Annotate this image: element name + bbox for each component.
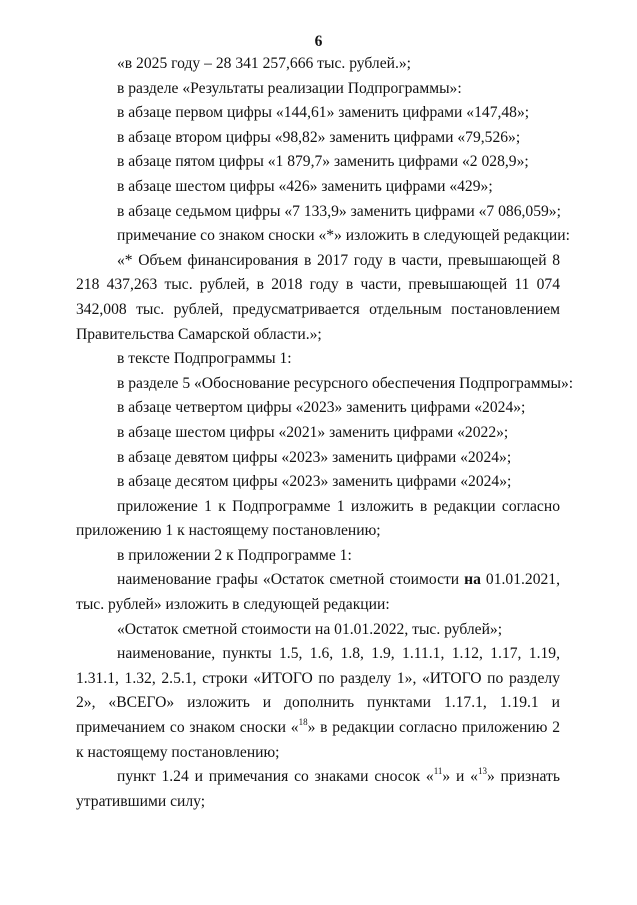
paragraph-18-bold-word: на	[464, 571, 481, 589]
paragraph-20	[76, 642, 560, 765]
paragraph-21	[76, 765, 560, 814]
paragraph-12: в абзаце четвертом цифры «2023» заменить цифрами «2024»;	[117, 399, 526, 417]
paragraph-4: в абзаце втором цифры «98,82» заменить цифрами «79,526»;	[117, 128, 521, 146]
paragraph-11: в разделе 5 «Обоснование ресурсного обеспечения Подпрограммы»:	[117, 374, 574, 392]
paragraph-14: в абзаце девятом цифры «2023» заменить цифрами «2024»;	[117, 448, 512, 466]
paragraph-20-text-end: » в редакции согласно приложению 2 к настоящему постановлению;	[76, 719, 560, 761]
paragraph-3: в абзаце первом цифры «144,61» заменить цифрами «147,48»;	[117, 104, 530, 122]
footnote-mark-18: 18	[298, 716, 308, 727]
paragraph-15: в абзаце десятом цифры «2023» заменить цифрами «2024»;	[117, 473, 512, 491]
paragraph-16: приложение 1 к Подпрограмме 1 изложить в редакции согласно приложению 1 к настоящему постановлению;	[76, 497, 560, 540]
paragraph-2: в разделе «Результаты реализации Подпрограммы»:	[117, 79, 462, 97]
paragraph-17: в приложении 2 к Подпрограмме 1:	[117, 546, 352, 564]
paragraph-5: в абзаце пятом цифры «1 879,7» заменить цифрами «2 028,9»;	[117, 153, 529, 171]
paragraph-6: в абзаце шестом цифры «426» заменить цифрами «429»;	[117, 177, 493, 195]
paragraph-21-text-start: пункт 1.24 и примечания со знаками сносок «	[117, 768, 434, 786]
footnote-mark-11: 11	[433, 766, 443, 777]
paragraph-18-text-start: наименование графы «Остаток сметной стоимости	[117, 571, 465, 589]
paragraph-18-text-end: 01.01.2021, тыс. рублей» изложить в следующей редакции:	[76, 571, 560, 614]
paragraph-10: в тексте Подпрограммы 1:	[117, 350, 292, 368]
paragraph-8: примечание со знаком сноски «*» изложить в следующей редакции:	[117, 227, 570, 245]
page-number: 6	[314, 33, 323, 50]
paragraph-21-text-mid: » и «	[442, 768, 478, 786]
paragraph-18	[76, 568, 560, 617]
document-body	[76, 52, 574, 814]
paragraph-20-text-start: наименование, пункты 1.5, 1.6, 1.8, 1.9, 1.11.1, 1.12, 1.17, 1.19, 1.31.1, 1.32, 2.5.1, строки «ИТОГО по разделу 1», «ИТОГО по разделу 2», «ВСЕГО» изложить и дополнить пунктами 1.17.1, 1.19.1 и примечанием со знаком сноски «	[76, 645, 560, 737]
paragraph-1: «в 2025 году – 28 341 257,666 тыс. рублей.»;	[117, 55, 411, 72]
paragraph-21-text-end: » признать утратившими силу;	[76, 768, 560, 810]
footnote-mark-13: 13	[477, 766, 487, 777]
paragraph-7: в абзаце седьмом цифры «7 133,9» заменить цифрами «7 086,059»;	[117, 202, 561, 220]
paragraph-13: в абзаце шестом цифры «2021» заменить цифрами «2022»;	[117, 423, 509, 441]
paragraph-9-financing-note: «* Объем финансирования в 2017 году в части, превышающей 8 218 437,263 тыс. рублей, в 2018 году в части, превышающей 11 074 342,008 тыс. рублей, предусматривается отдельным постановлением Правительства Самарской области.»;	[76, 251, 560, 343]
paragraph-19: «Остаток сметной стоимости на 01.01.2022, тыс. рублей»;	[117, 620, 503, 638]
